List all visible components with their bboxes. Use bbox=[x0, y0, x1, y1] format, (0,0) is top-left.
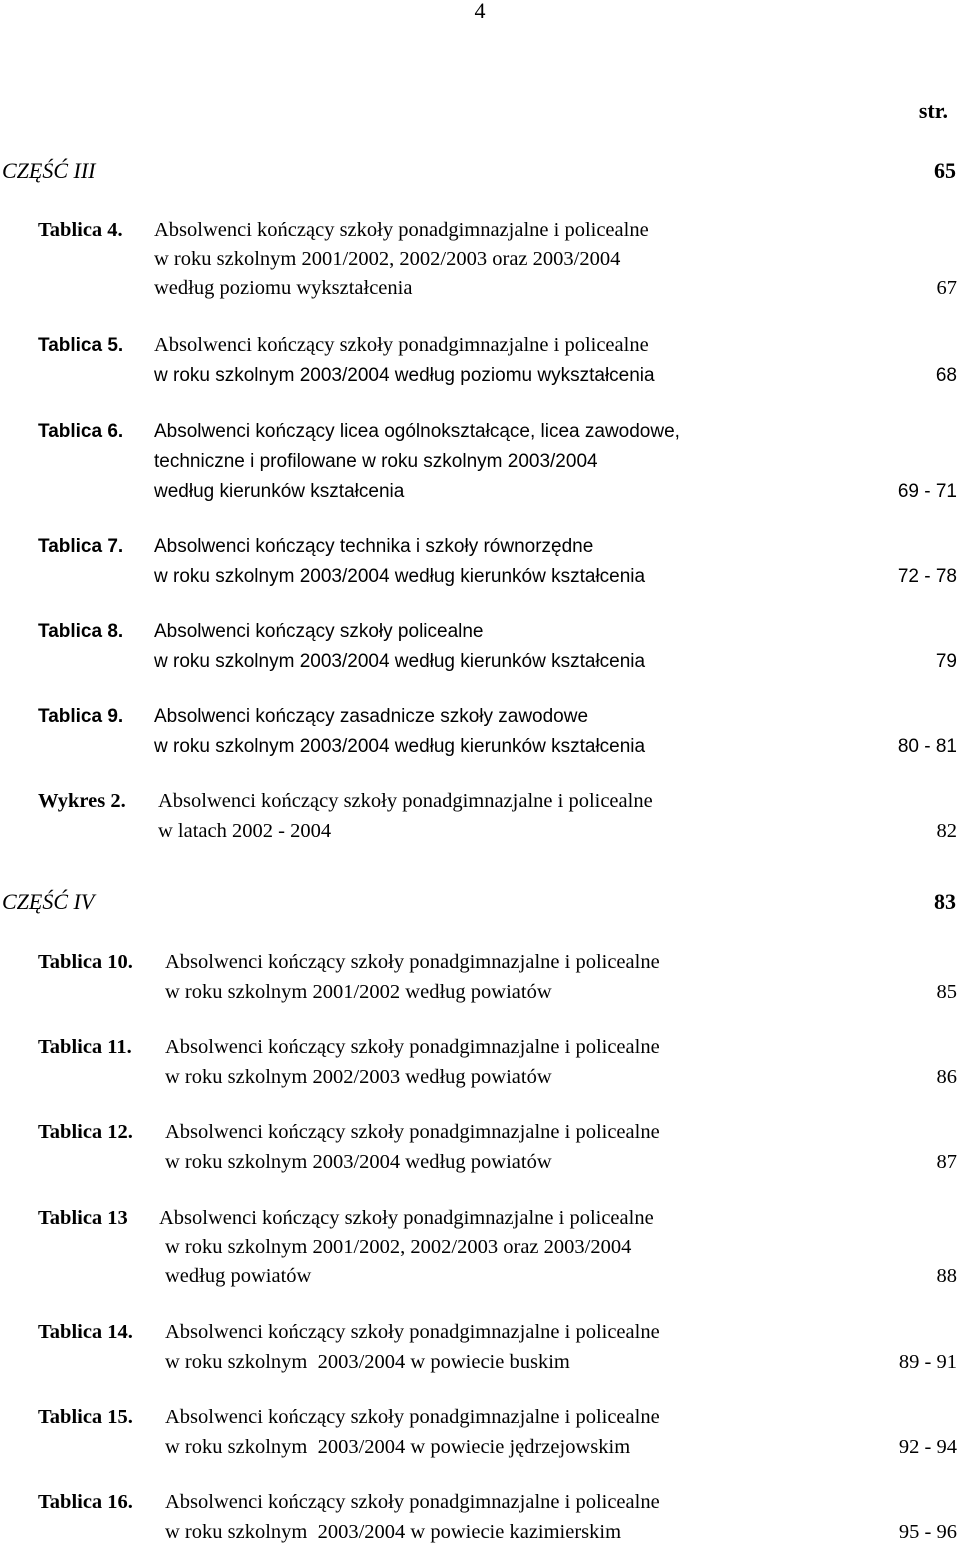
entry-title-line: według powiatów bbox=[165, 1265, 312, 1287]
entry-title-line: Absolwenci kończący szkoły ponadgimnazjalne i policealne bbox=[154, 219, 649, 241]
entry-pages: 67 bbox=[936, 277, 957, 299]
entry-pages: 79 bbox=[935, 651, 957, 672]
entry-title-line: Absolwenci kończący zasadnicze szkoły zawodowe bbox=[154, 706, 589, 727]
entry-pages: 92 - 94 bbox=[898, 1436, 957, 1458]
entry-label: Tablica 12. bbox=[38, 1121, 133, 1143]
entry-label: Tablica 6. bbox=[38, 421, 124, 442]
entry-title-line: w roku szkolnym 2003/2004 według kierunków kształcenia bbox=[154, 736, 646, 757]
toc-entry[interactable] bbox=[38, 331, 957, 393]
entry-title-line: Absolwenci kończący licea ogólnokształcące, licea zawodowe, bbox=[154, 421, 680, 442]
entry-title-line: w roku szkolnym 2001/2002, 2002/2003 oraz 2003/2004 bbox=[154, 248, 621, 270]
part-heading bbox=[2, 889, 956, 919]
entry-pages: 82 bbox=[936, 820, 957, 842]
entry-label: Tablica 7. bbox=[38, 536, 124, 557]
entry-label: Tablica 8. bbox=[38, 621, 124, 642]
entry-label: Wykres 2. bbox=[38, 790, 126, 812]
entry-pages: 72 - 78 bbox=[897, 566, 957, 587]
toc-entry[interactable] bbox=[38, 1033, 957, 1095]
part-page-number: 83 bbox=[934, 889, 956, 914]
entry-title-line: Absolwenci kończący szkoły ponadgimnazjalne i policealne bbox=[165, 1121, 660, 1143]
entry-title-line: w roku szkolnym 2003/2004 w powiecie kazimierskim bbox=[165, 1521, 622, 1543]
entry-pages: 85 bbox=[936, 981, 957, 1003]
entry-title-line: w roku szkolnym 2003/2004 według powiatów bbox=[165, 1151, 552, 1173]
toc-entry[interactable] bbox=[38, 532, 957, 594]
entry-pages: 87 bbox=[936, 1151, 957, 1173]
entry-title-line: w roku szkolnym 2003/2004 według poziomu wykształcenia bbox=[154, 365, 655, 386]
entry-title-line: w roku szkolnym 2003/2004 według kierunków kształcenia bbox=[154, 566, 646, 587]
entry-title-line: Absolwenci kończący szkoły ponadgimnazjalne i policealne bbox=[165, 951, 660, 973]
entry-pages: 95 - 96 bbox=[898, 1521, 957, 1543]
toc-entry[interactable] bbox=[38, 787, 957, 849]
entry-label: Tablica 9. bbox=[38, 706, 124, 727]
toc-entry[interactable] bbox=[38, 617, 957, 679]
entry-title-line: w roku szkolnym 2003/2004 w powiecie jędrzejowskim bbox=[165, 1436, 631, 1458]
toc-entry[interactable] bbox=[38, 417, 957, 509]
entry-title-line: w latach 2002 - 2004 bbox=[158, 820, 332, 842]
entry-title-line: Absolwenci kończący szkoły ponadgimnazjalne i policealne bbox=[158, 790, 653, 812]
toc-entry[interactable] bbox=[38, 1403, 957, 1465]
entry-label: Tablica 11. bbox=[38, 1036, 132, 1058]
entry-title-line: Absolwenci kończący szkoły ponadgimnazjalne i policealne bbox=[165, 1406, 660, 1428]
entry-title-line: Absolwenci kończący szkoły ponadgimnazjalne i policealne bbox=[159, 1207, 654, 1229]
part-heading bbox=[2, 158, 956, 188]
entry-pages: 86 bbox=[936, 1066, 957, 1088]
entry-pages: 88 bbox=[936, 1265, 957, 1287]
entry-title-line: według poziomu wykształcenia bbox=[154, 277, 413, 299]
entry-title-line: Absolwenci kończący szkoły ponadgimnazjalne i policealne bbox=[165, 1321, 660, 1343]
entry-title-line: w roku szkolnym 2001/2002, 2002/2003 oraz 2003/2004 bbox=[165, 1236, 632, 1258]
entry-pages: 80 - 81 bbox=[897, 736, 957, 757]
entry-title-line: według kierunków kształcenia bbox=[154, 481, 405, 502]
toc-entry[interactable] bbox=[38, 702, 957, 764]
entry-title-line: w roku szkolnym 2003/2004 w powiecie buskim bbox=[165, 1351, 570, 1373]
part-title: CZĘŚĆ III bbox=[2, 158, 96, 183]
entry-label: Tablica 14. bbox=[38, 1321, 133, 1343]
entry-title-line: w roku szkolnym 2003/2004 według kierunków kształcenia bbox=[154, 651, 646, 672]
entry-title-line: Absolwenci kończący szkoły ponadgimnazjalne i policealne bbox=[154, 334, 649, 356]
part-page-number: 65 bbox=[934, 158, 956, 183]
page-number: 4 bbox=[474, 0, 486, 23]
pages-column-header: str. bbox=[918, 98, 948, 123]
entry-pages: 89 - 91 bbox=[898, 1351, 957, 1373]
part-title: CZĘŚĆ IV bbox=[2, 889, 95, 914]
entry-title-line: Absolwenci kończący szkoły ponadgimnazjalne i policealne bbox=[165, 1036, 660, 1058]
entry-label: Tablica 15. bbox=[38, 1406, 133, 1428]
entry-label: Tablica 10. bbox=[38, 951, 133, 973]
entry-label: Tablica 13 bbox=[38, 1207, 128, 1229]
entry-title-line: Absolwenci kończący szkoły ponadgimnazjalne i policealne bbox=[165, 1491, 660, 1513]
entry-label: Tablica 4. bbox=[38, 219, 123, 241]
toc-entry[interactable] bbox=[38, 216, 957, 308]
entry-title-line: w roku szkolnym 2001/2002 według powiatów bbox=[165, 981, 552, 1003]
entry-pages: 68 bbox=[935, 365, 957, 386]
entry-label: Tablica 5. bbox=[38, 335, 124, 356]
toc-entry[interactable] bbox=[38, 1118, 957, 1180]
entry-title-line: Absolwenci kończący technika i szkoły równorzędne bbox=[154, 536, 594, 557]
toc-entry[interactable] bbox=[38, 948, 957, 1010]
entry-pages: 69 - 71 bbox=[897, 481, 957, 502]
entry-title-line: techniczne i profilowane w roku szkolnym 2003/2004 bbox=[154, 451, 598, 472]
entry-title-line: w roku szkolnym 2002/2003 według powiatów bbox=[165, 1066, 552, 1088]
toc-entry[interactable] bbox=[38, 1204, 957, 1296]
toc-entry[interactable] bbox=[38, 1488, 957, 1550]
entry-label: Tablica 16. bbox=[38, 1491, 133, 1513]
entry-title-line: Absolwenci kończący szkoły policealne bbox=[154, 621, 484, 642]
toc-entry[interactable] bbox=[38, 1318, 957, 1380]
